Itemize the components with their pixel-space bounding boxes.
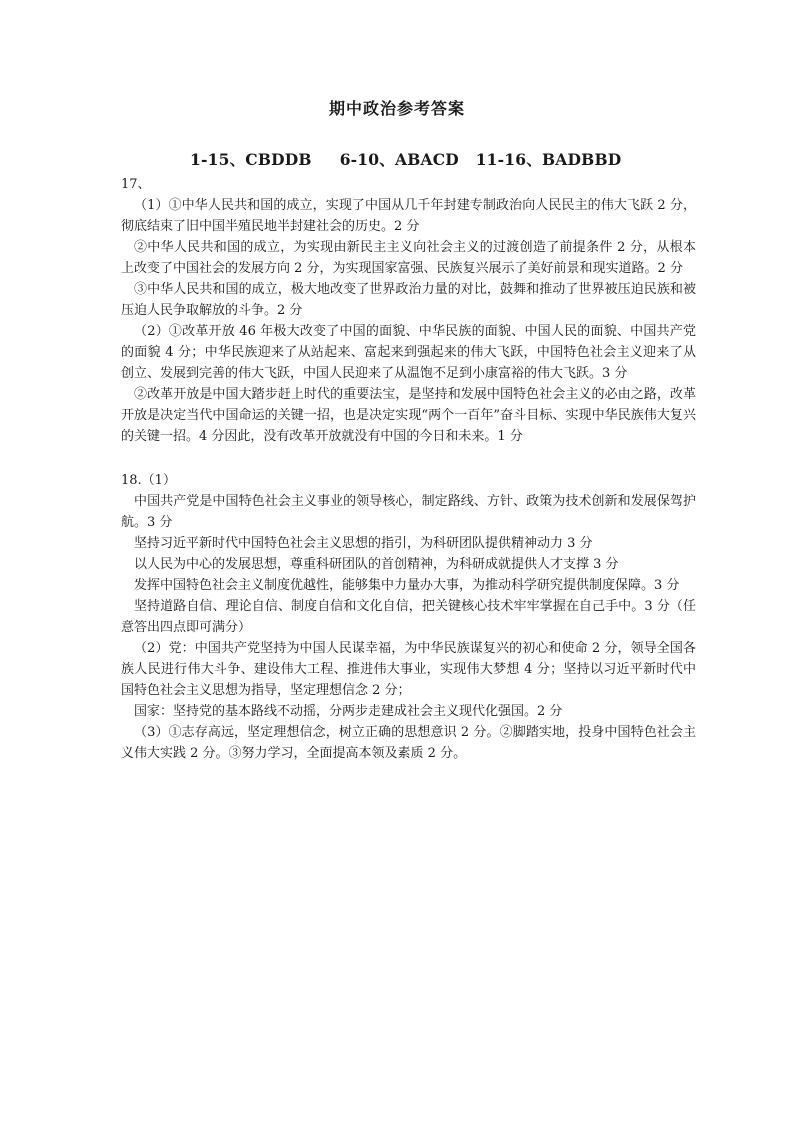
page-title: 期中政治参考答案 <box>328 99 465 118</box>
section-gap <box>121 447 696 470</box>
q18-number: 18.（1） <box>121 473 176 488</box>
q17-part1-para3: ③中华人民共和国的成立，极大地改变了世界政治力量的对比，鼓舞和推动了世界被压迫民族和被压迫人民争取解放的斗争。2 分 <box>121 282 696 318</box>
q17-part2-para2: ②改革开放是中国大踏步赶上时代的重要法宝，是坚持和发展中国特色社会主义的必由之路，改革开放是决定当代中国命运的关键一招，也是决定实现“两个一百年”奋斗目标、实现中华民族伟大复兴的关键一招。4 分因此，没有改革开放就没有中国的今日和未来。1 分 <box>121 387 696 444</box>
answer-body <box>121 174 696 764</box>
q18-part2-para1: （2）党：中国共产党坚持为中国人民谋幸福，为中华民族谋复兴的初心和使命 2 分，领导全国各族人民进行伟大斗争、建设伟大工程、推进伟大事业，实现伟大梦想 4 分；坚持以习近平新时代中国特色社会主义思想为指导，坚定理想信念 2 分； <box>121 641 696 698</box>
q17-part1-para2: ②中华人民共和国的成立，为实现由新民主主义向社会主义的过渡创造了前提条件 2 分，从根本上改变了中国社会的发展方向 2 分，为实现国家富强、民族复兴展示了美好前景和现实道路。2 分 <box>121 240 696 276</box>
q17-number: 17、 <box>121 177 151 192</box>
q18-part1-para1: 中国共产党是中国特色社会主义事业的领导核心，制定路线、方针、政策为技术创新和发展保驾护航。3 分 <box>121 494 696 530</box>
q17-part2-para1: （2）①改革开放 46 年极大改变了中国的面貌、中华民族的面貌、中国人民的面貌、中国共产党的面貌 4 分；中华民族迎来了从站起来、富起来到强起来的伟大飞跃，中国特色社会主义迎来了从创立、发展到完善的伟大飞跃，中国人民迎来了从温饱不足到小康富裕的伟大飞跃。3 分 <box>121 324 696 381</box>
q18-part1-para4: 发挥中国特色社会主义制度优越性，能够集中力量办大事，为推动科学研究提供制度保障。3 分 <box>134 578 680 593</box>
choice-answers: 1-15、CBDDB 6-10、ABACD 11-16、BADBBD <box>190 150 622 169</box>
q18-part1-para5: 坚持道路自信、理论自信、制度自信和文化自信，把关键核心技术牢牢掌握在自己手中。3 分（任意答出四点即可满分） <box>121 599 696 635</box>
q18-part2-para2: 国家：坚持党的基本路线不动摇，分两步走建成社会主义现代化强国。2 分 <box>134 704 563 719</box>
q17-part1-para1: （1）①中华人民共和国的成立，实现了中国从几千年封建专制政治向人民民主的伟大飞跃 2 分，彻底结束了旧中国半殖民地半封建社会的历史。2 分 <box>121 198 696 234</box>
q18-part1-para3: 以人民为中心的发展思想，尊重科研团队的首创精神，为科研成就提供人才支撑 3 分 <box>134 557 619 572</box>
q18-part1-para2: 坚持习近平新时代中国特色社会主义思想的指引，为科研团队提供精神动力 3 分 <box>134 536 593 551</box>
q18-part3-para1: （3）①志存高远，坚定理想信念，树立正确的思想意识 2 分。②脚踏实地，投身中国特色社会主义伟大实践 2 分。③努力学习，全面提高本领及素质 2 分。 <box>121 725 696 761</box>
